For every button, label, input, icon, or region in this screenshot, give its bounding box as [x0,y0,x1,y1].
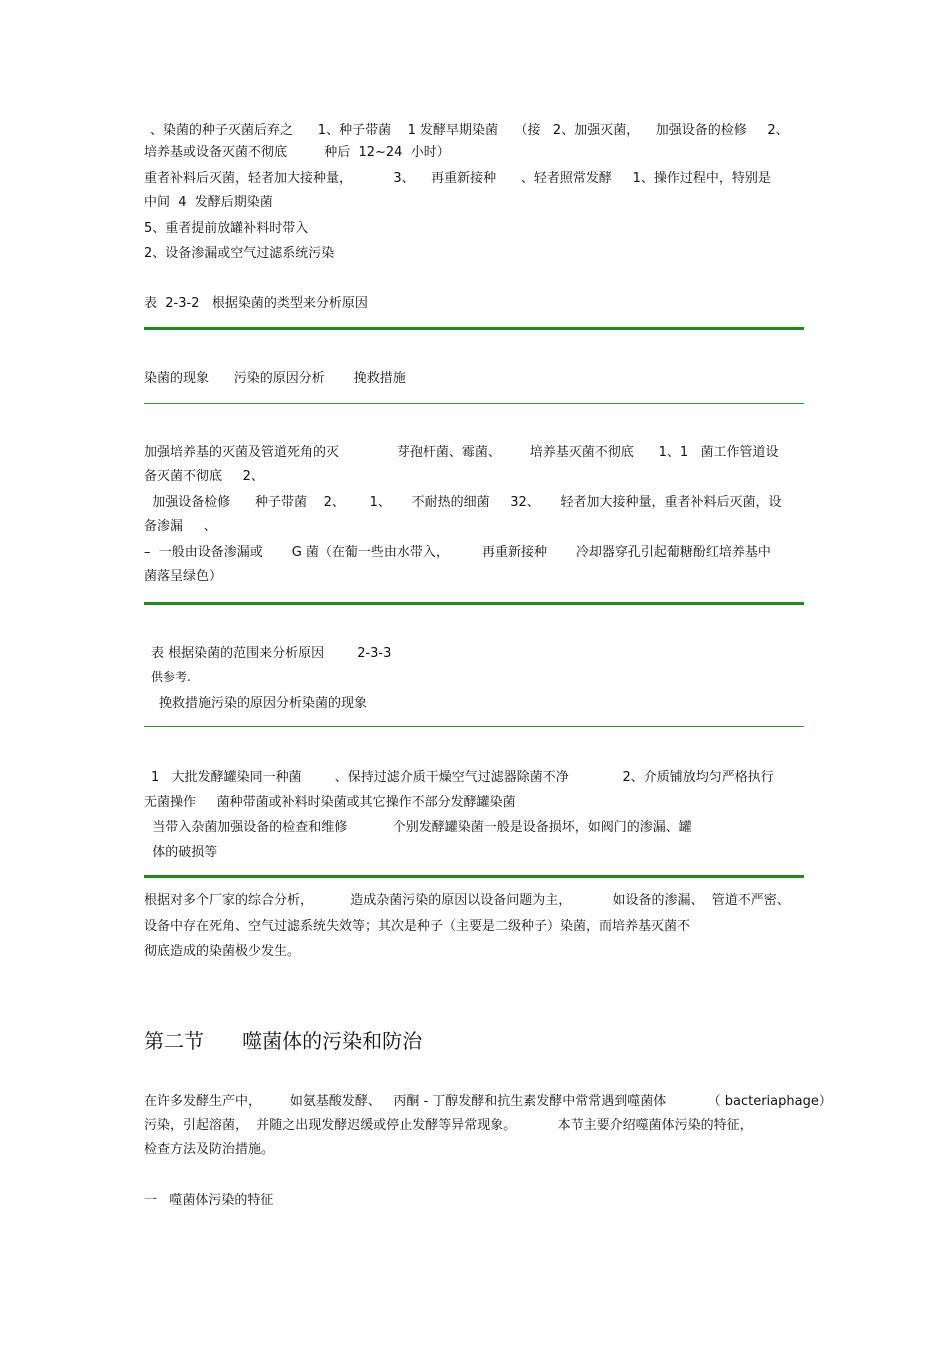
text-line-4: 中间 4 发酵后期染菌 [144,195,273,210]
table2-header-rule [144,726,804,727]
table1-header: 染菌的现象 污染的原因分析 挽救措施 [144,371,406,386]
section-paragraph-line: 在许多发酵生产中， 如氨基酸发酵、 丙酮 - 丁醇发酵和抗生素发酵中常常遇到噬菌体 （ bacteriaphage） [144,1094,832,1109]
table2-note: 供参考. [151,670,191,684]
section-paragraph-line: 污染，引起溶菌， 并随之出现发酵迟缓或停止发酵等异常现象。 本节主要介绍噬菌体污染的特征， [144,1118,753,1133]
table2-row: 1 大批发酵罐染同一种菌 、保持过滤介质干燥空气过滤器除菌不净 2、介质铺放均匀严格执行 [151,770,774,785]
summary-line: 根据对多个厂家的综合分析， 造成杂菌污染的原因以设备问题为主， 如设备的渗漏、 管道不严密、 [144,893,790,908]
table1-caption: 表 2-3-2 根据染菌的类型来分析原因 [144,296,368,311]
summary-line: 设备中存在死角、空气过滤系统失效等；其次是种子（主要是二级种子）染菌，而培养基灭菌不 [144,919,691,934]
table1-row: 加强培养基的灭菌及管道死角的灭 芽孢杆菌、霉菌、 培养基灭菌不彻底 1、1 菌工作管道设 [144,445,779,460]
table1-bottom-rule [144,602,804,605]
text-line-1: 、染菌的种子灭菌后弃之 1、种子带菌 1 发酵早期染菌 （接 2、加强灭菌， 加强设备的检修 2、 [150,123,789,138]
table2-caption: 表 根据染菌的范围来分析原因 2-3-3 [151,646,392,661]
table1-top-rule [144,327,804,330]
table1-row: – 一般由设备渗漏或 G 菌（在葡一些由水带入， 再重新接种 冷却器穿孔引起葡糖酚红培养基中 [144,545,771,560]
table2-row: 无菌操作 菌种带菌或补料时染菌或其它操作不部分发酵罐染菌 [144,795,516,810]
section-title: 第二节 噬菌体的污染和防治 [144,1029,423,1053]
table2-bottom-rule [144,875,804,878]
table2-row: 当带入杂菌加强设备的检查和维修 个别发酵罐染菌一般是设备损坏，如阀门的渗漏、罐 [144,820,692,835]
text-line-2: 培养基或设备灭菌不彻底 种后 12~24 小时） [144,145,450,160]
subsection-title: 一 噬菌体污染的特征 [144,1193,274,1208]
table2-row: 体的破损等 [144,845,218,860]
text-line-3: 重者补料后灭菌，轻者加大接种量， 3、 再重新接种 、轻者照常发酵 1、操作过程中，特别是 [144,171,771,186]
summary-line: 彻底造成的染菌极少发生。 [144,944,301,959]
table1-row: 加强设备检修 种子带菌 2、 1、 不耐热的细菌 32、 轻者加大接种量，重者补料后灭菌，设 [144,495,782,510]
text-line-6: 2、设备渗漏或空气过滤系统污染 [144,246,335,261]
table1-row: 备灭菌不彻底 2、 [144,469,264,484]
table1-row: 菌落呈绿色） [144,569,223,584]
table1-header-rule [144,403,804,404]
section-paragraph-line: 检查方法及防治措施。 [144,1142,275,1157]
table1-row: 备渗漏 、 [144,519,217,534]
text-line-5: 5、重者提前放罐补料时带入 [144,221,309,236]
table2-header: 挽救措施污染的原因分析染菌的现象 [159,696,368,711]
